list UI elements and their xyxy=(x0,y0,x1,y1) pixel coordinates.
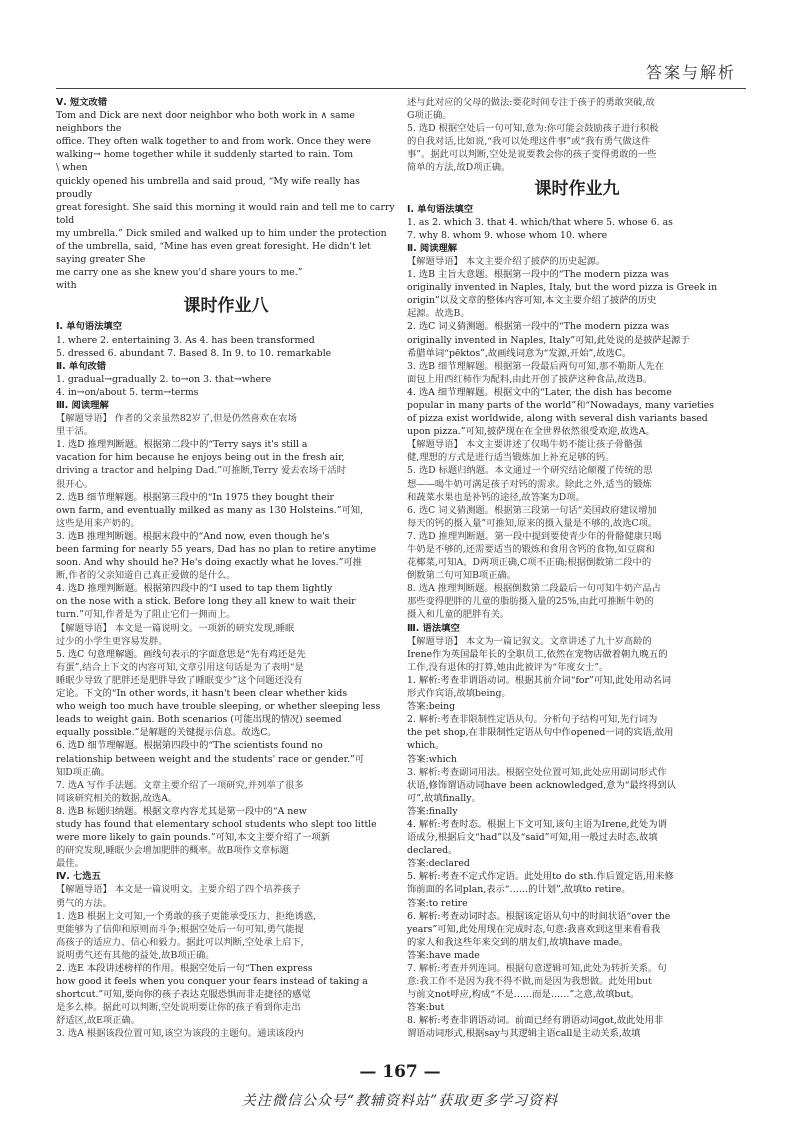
text-line: 这些是用来产奶的。 xyxy=(56,517,140,529)
text-line: 说明勇气还有其他的益处,故B项正确。 xyxy=(56,949,215,961)
text-line: 3. 选B 推理判断题。根据末段中的“And now, even though he's xyxy=(56,530,330,542)
text-line: 4. 选A 细节理解题。根据文中的“Later, the dish has become xyxy=(407,386,672,398)
text-line: 2. 选B 细节理解题。根据第三段中的“In 1975 they bought their xyxy=(56,491,334,503)
text-line: leads to weight gain. Both scenarios (可能出现的情况) seemed xyxy=(56,714,342,726)
text-line: 1. 选B 根据上文可知,一个勇敢的孩子更能承受压力、拒绝诱惑, xyxy=(56,910,316,922)
text-line: Tom and Dick are next door neighbor who both work in ∧ same xyxy=(56,110,355,122)
subsection-heading: Ⅲ. 语法填空 xyxy=(407,622,460,634)
text-line: 是多么棒。据此可以判断,空处说明要让你的孩子看到你走出 xyxy=(56,1002,301,1014)
text-line: of the umbrella, said, “Mine has even great foresight. He didn't let xyxy=(56,241,371,253)
text-line: my umbrella.” Dick smiled and walked up to him under the protection xyxy=(56,227,387,239)
text-line: 状语,修饰谓语动词have been acknowledged,意为“最终得到认 xyxy=(407,779,677,791)
text-line: 5. 选D 标题归纳题。本文通过一个研究结论颠覆了传统的思 xyxy=(407,465,653,477)
text-line: 倒数第二句可知B项正确。 xyxy=(407,570,517,582)
text-line: 述与此对应的父母的做法:要花时间专注于孩子的勇敢突破,故 xyxy=(407,97,655,108)
section-title: 课时作业九 xyxy=(534,178,620,199)
text-line: 里干活。 xyxy=(56,426,94,438)
text-line: 与前文not呼应,构成“不是……而是……”之意,故填but。 xyxy=(407,989,640,1001)
text-line: origin”以及文章的整体内容可知,本文主要介绍了披萨的历史 xyxy=(407,295,657,307)
text-line: 【解题导语】 本文是一篇说明文。一项新的研究发现,睡眠 xyxy=(56,622,295,634)
text-line: 8. 选B 标题归纳题。根据文章内容尤其是第一段中的“A new xyxy=(56,805,307,817)
text-line: 想——喝牛奶可满足孩子对钙的需求。除此之外,适当的锻炼 xyxy=(407,478,652,490)
text-line: 4. 选D 推理判断题。根据第四段中的“I used to tap them lightly xyxy=(56,583,333,595)
text-line: were more likely to gain pounds.”可知,本文主要介绍了一项新 xyxy=(56,832,331,844)
text-line: 过少的小学生更容易发胖。 xyxy=(56,635,168,647)
text-line: G项正确。 xyxy=(407,110,452,122)
subsection-heading: Ⅱ. 阅读理解 xyxy=(407,242,458,254)
text-line: 1. where 2. entertaining 3. As 4. has been transformed xyxy=(56,334,315,346)
text-line: 5. 选D 根据空处后一句可知,意为:你可能会鼓励孩子进行积极 xyxy=(407,123,659,135)
text-line: neighbors the xyxy=(56,123,122,135)
text-line: been farming for nearly 55 years, Dad has no plan to retire anytime xyxy=(56,544,377,555)
text-line: proudly xyxy=(56,188,93,200)
text-line: 有蛋”,结合上下文的内容可知,文章引用这句话是为了表明“是 xyxy=(56,661,304,673)
text-line xyxy=(407,1041,747,1042)
text-line: 5. 选C 句意理解题。画线句表示的字面意思是“先有鸡还是先 xyxy=(56,648,306,660)
text-line: 希腊单词“pēktos”,故画线词意为“发源,开始”,故选C。 xyxy=(407,347,632,359)
text-line: 2. 选C 词义猜测题。根据第一段中的“The modern pizza was xyxy=(407,321,670,333)
text-line: 7. 选A 写作手法题。文章主要介绍了一项研究,并列举了很多 xyxy=(56,779,304,791)
text-line: the pet shop,在非限制性定语从句中作opened一词的宾语,故用 xyxy=(407,727,674,739)
text-line: 5. 解析:考查不定式作定语。此处用to do sth.作后置定语,用来修 xyxy=(407,871,674,883)
text-line: 起源。故选B。 xyxy=(407,308,470,320)
section-title: 课时作业八 xyxy=(183,296,269,317)
text-line: quickly opened his umbrella and said proud, “My wife really has xyxy=(56,175,360,187)
subsection-heading: Ⅰ. 单句语法填空 xyxy=(407,203,474,215)
text-line: 花椰菜,可知A、D两项正确,C项不正确;根据倒数第二段中的 xyxy=(407,557,652,569)
text-line: driving a tractor and helping Dad.”可推断,Terry 爱去农场干活时 xyxy=(56,465,347,477)
text-line: 3. 选A 根据该段位置可知,该空为该段的主题句。通读该段内 xyxy=(56,1028,304,1040)
text-line: 谓语动词形式,根据say与其逻辑主语call是主动关系,故填 xyxy=(407,1028,641,1040)
text-line: upon pizza.”可知,披萨现在在全世界依然很受欢迎,故选A。 xyxy=(407,426,655,438)
text-line: great foresight. She said this morning it would rain and tell me to carry xyxy=(56,201,395,213)
text-line: own farm, and eventually milked as many as 130 Holsteins.”可知, xyxy=(56,504,364,516)
header-title: 答案与解析 xyxy=(645,63,736,82)
text-line: saying greater She xyxy=(56,254,146,266)
subsection-heading: Ⅲ. 阅读理解 xyxy=(56,399,109,411)
text-line: 【解题导语】 本文是一篇说明文。主要介绍了四个培养孩子 xyxy=(56,884,301,896)
text-line xyxy=(56,1041,396,1042)
text-line: relationship between weight and the students' race or gender.”可 xyxy=(56,753,365,765)
text-line: soon. And why should he? He's doing exactly what he loves.”可推 xyxy=(56,557,363,569)
header-divider xyxy=(56,88,746,89)
text-line: 8. 解析:考查非谓语动词。前面已经有谓语动词got,故此处用非 xyxy=(407,1015,664,1027)
text-line: 1. 解析:考查非谓语动词。根据其前介词“for”可知,此处用动名词 xyxy=(407,674,672,686)
text-line: 4. 解析:考查时态。根据上下文可知,该句主语为Irene,此处为谓 xyxy=(407,818,667,830)
subsection-heading: Ⅰ. 单句语法填空 xyxy=(56,321,123,333)
text-line: 可”,故填finally。 xyxy=(407,792,481,804)
text-line: 的研究发现,睡眠少会增加肥胖的概率。故B项作文章标题 xyxy=(56,845,289,857)
text-line: 1. 选B 主旨大意题。根据第一段中的“The modern pizza was xyxy=(407,269,669,281)
text-line: 饰前面的名词plan,表示“……的计划”,故填to retire。 xyxy=(407,884,631,896)
footer-promo: 关注微信公众号“教辅资料站”获取更多学习资料 xyxy=(241,1093,559,1109)
text-line: 事”。据此可以判断,空处是说要教会你的孩子变得勇敢的一些 xyxy=(407,149,657,161)
text-line: told xyxy=(56,214,75,226)
text-line: 定论。下文的“In other words, it hasn't been clear whether kids xyxy=(56,688,348,700)
text-line: 健,理想的方式是进行适当锻炼加上补充足够的钙。 xyxy=(407,452,615,464)
left-column xyxy=(56,96,396,1042)
text-line: vacation for him because he enjoys being out in the fresh air, xyxy=(56,452,345,464)
text-line: 那些变得肥胖的儿童的脂肪摄入量的25%,由此可推断牛奶的 xyxy=(407,596,654,608)
text-line: 工作,没有退休的打算,她由此被评为“年度女士”。 xyxy=(407,661,609,673)
text-line: shortcut.”可知,要向你的孩子表达克服恐惧而非走捷径的感觉 xyxy=(56,989,311,1001)
text-line: popular in many parts of the world”和“Nowadays, many varieties xyxy=(407,399,715,411)
text-line: how good it feels when you conquer your fears instead of taking a xyxy=(56,976,368,988)
text-line: 3. 选B 细节理解题。根据第一段最后两句可知,那不勒斯人先在 xyxy=(407,360,664,372)
text-line: 答案:but xyxy=(407,1002,445,1014)
text-line: of pizza exist worldwide, along with several dish variants based xyxy=(407,413,708,425)
text-line: 形式作宾语,故填being。 xyxy=(407,688,511,700)
text-line: 答案:being xyxy=(407,701,456,713)
text-line: 5. dressed 6. abundant 7. Based 8. In 9. to 10. remarkable xyxy=(56,347,332,359)
text-line: 答案:to retire xyxy=(407,897,468,909)
text-line: 最佳。 xyxy=(56,858,84,870)
page-header xyxy=(56,56,746,86)
text-line: 每天的钙的摄入量”可推知,原来的摄入量是不够的,故选C项。 xyxy=(407,517,658,529)
text-line: turn.”可知,作者是为了阻止它们一拥而上。 xyxy=(56,609,236,621)
text-line: 2. 选E 本段讲述榜样的作用。根据空处后一句“Then express xyxy=(56,963,313,974)
text-line: 答案:have made xyxy=(407,949,480,961)
text-line: 断,作者的父亲知道自己真正爱做的是什么。 xyxy=(56,570,236,582)
text-line: 【解题导语】 本文主要介绍了披萨的历史起源。 xyxy=(407,255,606,267)
text-line: 6. 选D 细节理解题。根据第四段中的“The scientists found no xyxy=(56,740,323,752)
text-line: Irene作为英国最年长的全职员工,依然在宠物店做着朝九晚五的 xyxy=(407,648,668,660)
text-line: who weigh too much have trouble sleeping, or whether sleeping less xyxy=(56,701,381,713)
text-line: 答案:which xyxy=(407,753,457,765)
text-line: 7. 选D 推理判断题。第一段中提到要使青少年的骨骼健康只喝 xyxy=(407,530,662,542)
text-line: 的自我对话,比如说,“我可以处理这件事”或“我有勇气做这件 xyxy=(407,136,651,148)
text-line: 舒适区,故E项正确。 xyxy=(56,1015,141,1027)
text-line: 摄入和儿童的肥胖有关。 xyxy=(407,609,510,621)
text-line: 答案:finally xyxy=(407,805,458,817)
text-line: 4. in→on/about 5. term→terms xyxy=(56,386,199,398)
text-line: 7. why 8. whom 9. whose whom 10. where xyxy=(407,229,608,241)
text-line: 勇气的方法。 xyxy=(56,897,112,909)
text-line: 睡眠少导致了肥胖还是肥胖导致了睡眠变少”这个问题还没有 xyxy=(56,674,303,686)
text-line: study has found that elementary school students who slept too little xyxy=(56,818,377,830)
text-line: 2. 解析:考查非限制性定语从句。分析句子结构可知,先行词为 xyxy=(407,714,658,726)
right-column xyxy=(407,96,747,1042)
text-line: 同该研究相关的数据,故选A。 xyxy=(56,792,178,804)
text-line: walking→ home together while it suddenly started to rain. Tom xyxy=(56,149,354,161)
text-line: 更能够为了信仰和原则而斗争;根据空处后一句可知,勇气能提 xyxy=(56,923,304,935)
text-line: on the nose with a stick. Before long they all knew to wait their xyxy=(56,596,356,608)
text-line: 3. 解析:考查副词用法。根据空处位置可知,此处应用副词形式作 xyxy=(407,766,667,778)
text-line: originally invented in Naples, Italy, but the word pizza is Greek in xyxy=(407,282,718,294)
text-line: 6. 解析:考查动词时态。根据该定语从句中的时间状语“over the xyxy=(407,910,671,922)
text-line: 6. 选C 词义猜测题。根据第三段第一句话“美国政府建议增加 xyxy=(407,504,657,516)
text-line: which。 xyxy=(407,740,445,752)
page-number: — 167 — xyxy=(359,1062,441,1082)
text-line: 8. 选A 推理判断题。根据倒数第二段最后一句可知牛奶产品占 xyxy=(407,583,661,595)
text-line: 【解题导语】 本文为一篇记叙文。文章讲述了九十岁高龄的 xyxy=(407,635,652,647)
text-line: 语成分,根据后文“had”以及“said”可知,用一般过去时态,故填 xyxy=(407,832,658,844)
text-line: equally possible.”是解题的关键提示信息。故选C。 xyxy=(56,727,277,739)
text-line: me carry one as she knew you'd share yours to me.” xyxy=(56,267,303,279)
text-line: years”可知,此处用现在完成时态,句意:我喜欢到这里来看看我 xyxy=(407,923,661,935)
text-line: 意:我工作不是因为我不得不做,而是因为我想做。此处用but xyxy=(407,976,652,988)
subsection-heading: Ⅳ. 七选五 xyxy=(56,871,101,883)
text-line: with xyxy=(56,280,77,292)
text-line: 面包上用西红柿作为配料,由此开创了披萨这种食品,故选B。 xyxy=(407,373,653,385)
text-line: 1. as 2. which 3. that 4. which/that where 5. whose 6. as xyxy=(407,216,673,228)
subsection-heading: Ⅱ. 单句改错 xyxy=(56,360,107,372)
text-line: 简单的方法,故D项正确。 xyxy=(407,162,511,174)
text-line: 1. gradual→gradually 2. to→on 3. that→where xyxy=(56,373,272,385)
text-line: 1. 选D 推理判断题。根据第二段中的“Terry says it's still a xyxy=(56,439,308,451)
text-line: \ when xyxy=(56,162,88,174)
text-line: 高孩子的适应力、信心和毅力。据此可以判断,空处承上启下, xyxy=(56,936,304,948)
text-line: 【解题导语】 作者的父亲虽然82岁了,但是仍然喜欢在农场 xyxy=(56,413,297,425)
subsection-heading: Ⅴ. 短文改错 xyxy=(56,97,108,108)
text-line: originally invented in Naples, Italy”可知,此处说的是披萨起源于 xyxy=(407,334,690,346)
text-line: office. They often walk together to and from work. Once they were xyxy=(56,136,372,148)
text-line: 的家人和我这些年来交到的朋友们,故填have made。 xyxy=(407,936,629,948)
text-line: 7. 解析:考查并列连词。根据句意逻辑可知,此处为转折关系。句 xyxy=(407,963,667,974)
text-line: 和蔬菜水果也是补钙的途径,故答案为D项。 xyxy=(407,491,585,503)
text-line: 很开心。 xyxy=(56,478,94,490)
text-line: 知D项正确。 xyxy=(56,766,110,778)
text-line: 牛奶是不够的,还需要适当的锻炼和食用含钙的食物,如豆腐和 xyxy=(407,544,655,555)
text-line: declared。 xyxy=(407,845,458,857)
text-line: 【解题导语】 本文主要讲述了仅喝牛奶不能让孩子骨骼强 xyxy=(407,439,643,451)
text-line: 答案:declared xyxy=(407,858,470,870)
